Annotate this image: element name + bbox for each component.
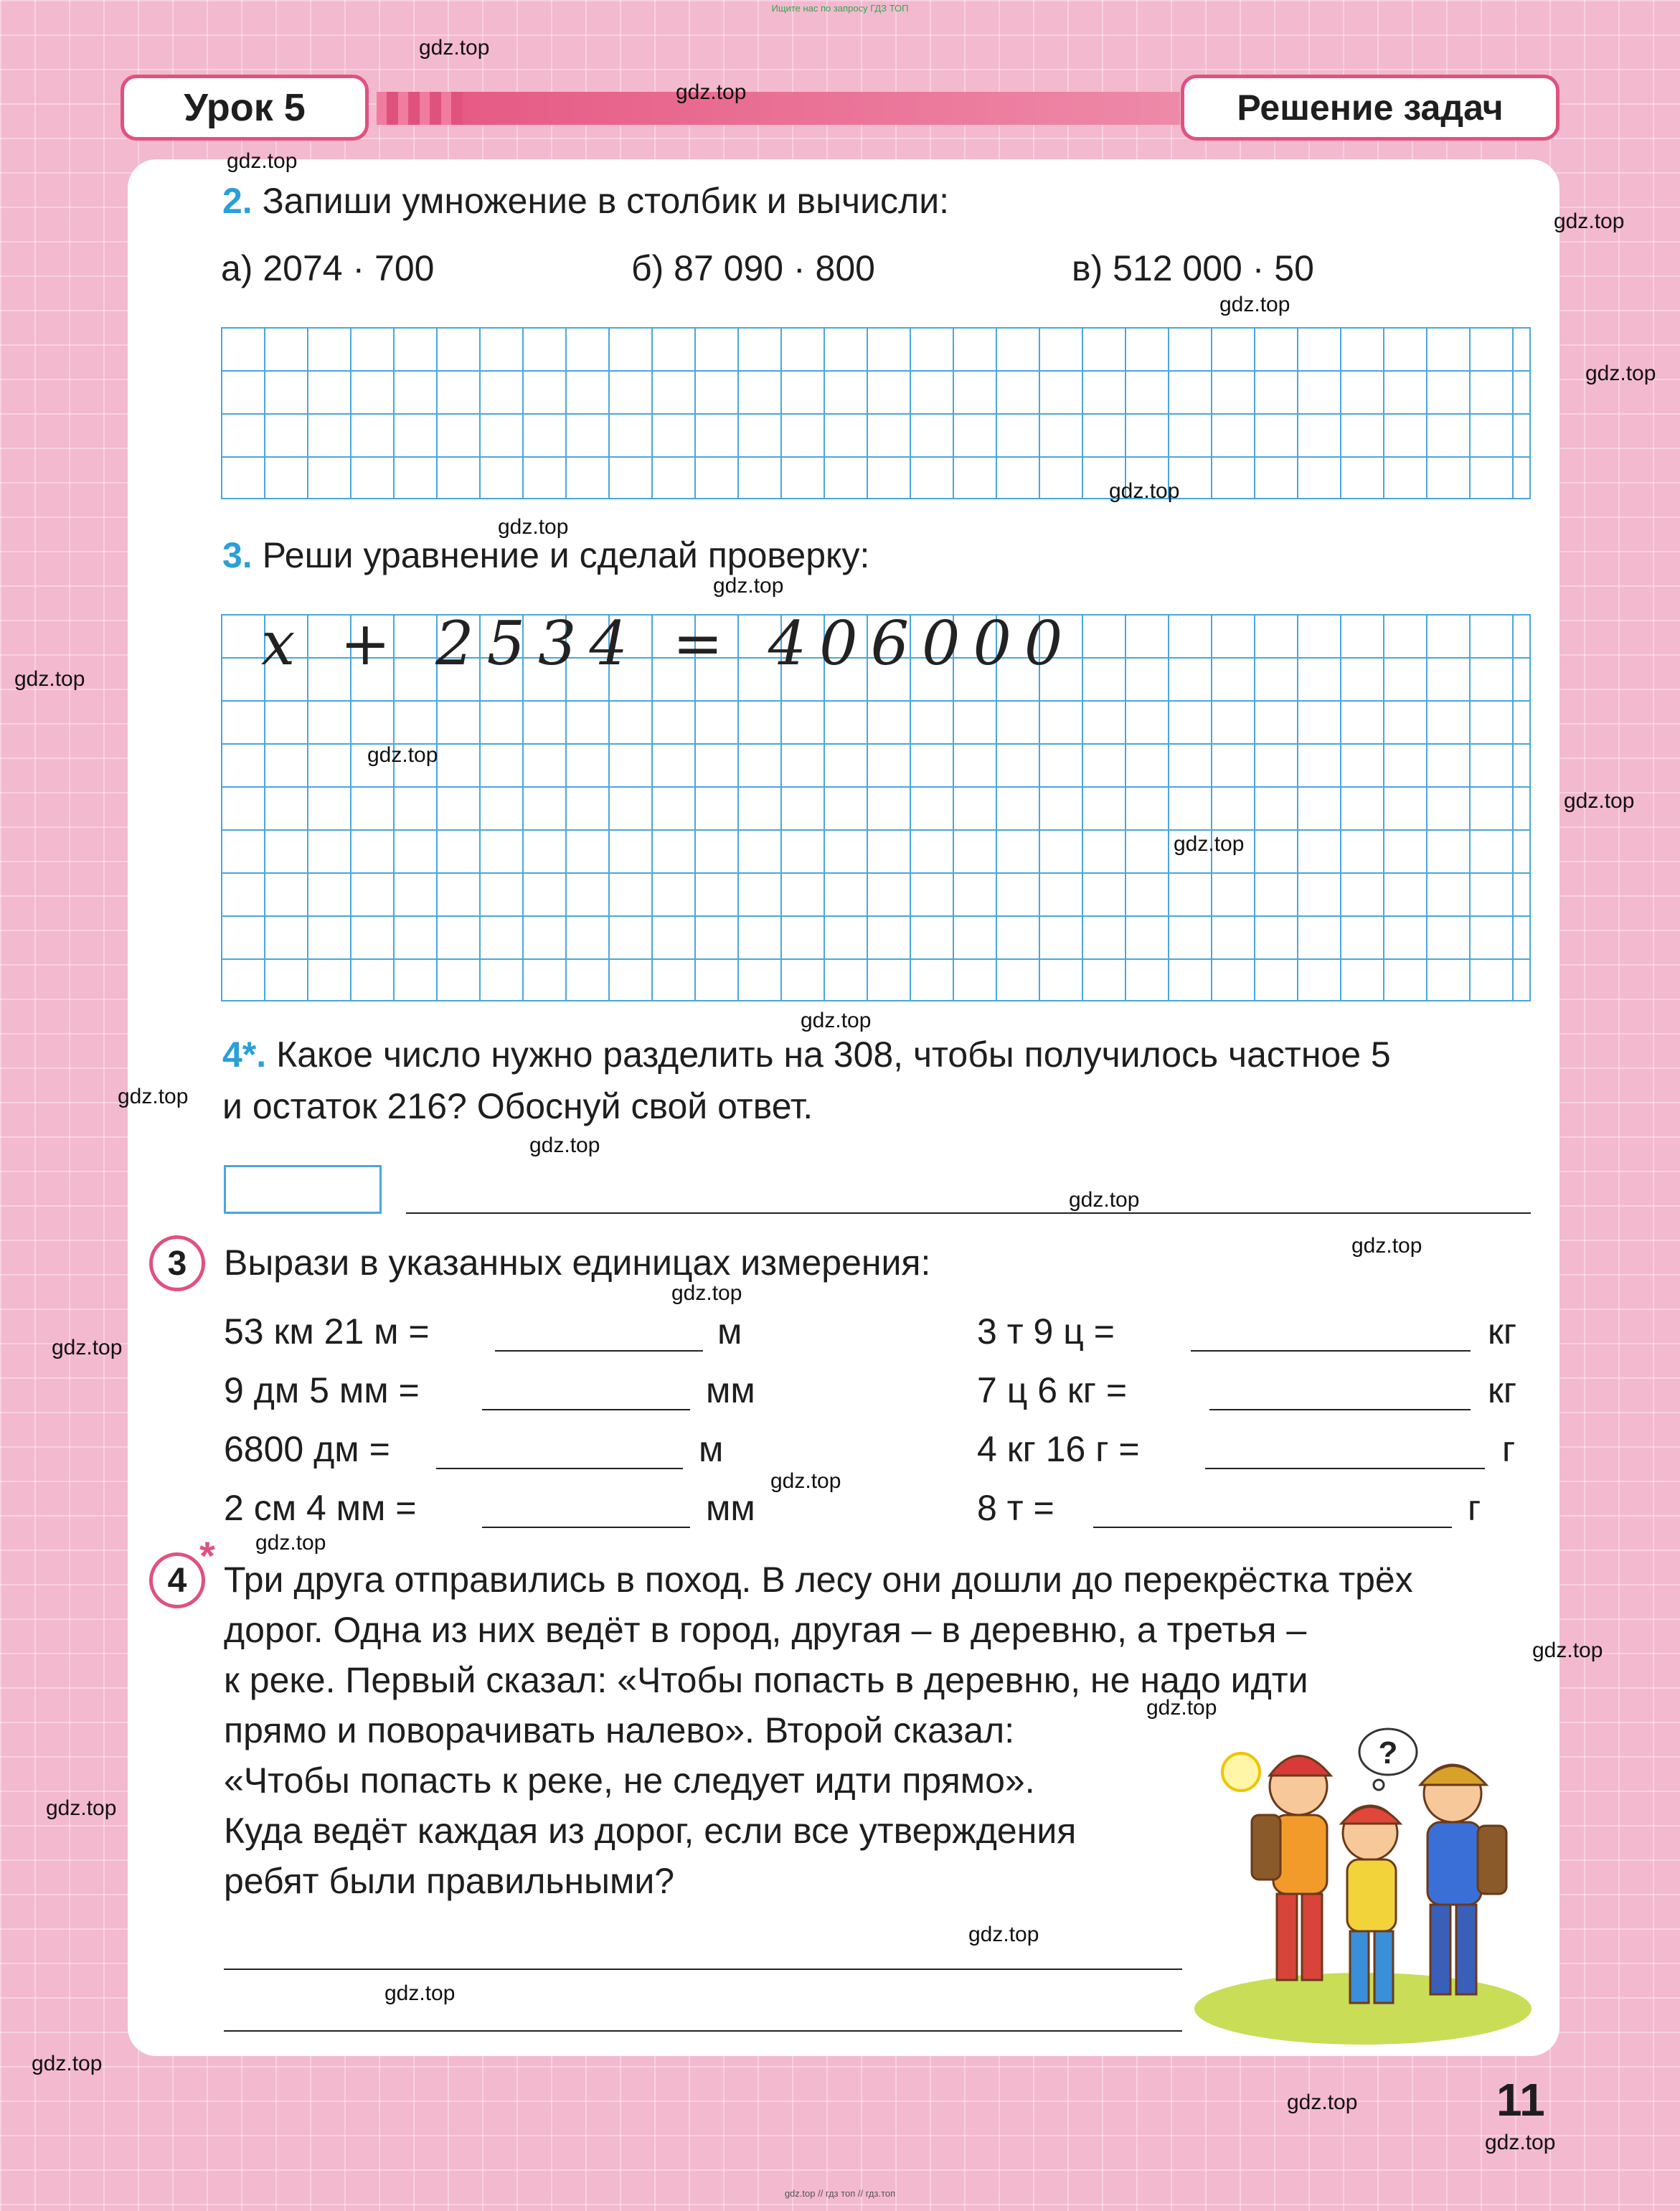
task2-heading bbox=[222, 179, 949, 222]
ex4-line-6: Куда ведёт каждая из дорог, если все утверждения bbox=[224, 1811, 1077, 1851]
topic-label: Решение задач bbox=[1181, 75, 1559, 141]
ex3-right-expr-1: 3 т 9 ц = bbox=[977, 1311, 1115, 1352]
watermark: gdz.top bbox=[1174, 832, 1245, 856]
watermark: gdz.top bbox=[52, 1336, 123, 1359]
ex3-left-unit-2: мм bbox=[706, 1370, 755, 1410]
ex3-left-blank-1[interactable] bbox=[495, 1349, 703, 1352]
watermark: gdz.top bbox=[1287, 2090, 1358, 2114]
ex4-line-3: к реке. Первый сказал: «Чтобы попасть в деревню, не надо идти bbox=[224, 1660, 1308, 1700]
page-number: 11 bbox=[1496, 2074, 1545, 2126]
top-note: Ищите нас по запросу ГДЗ ТОП bbox=[771, 3, 909, 14]
task4-line1 bbox=[222, 1033, 1391, 1076]
ex4-answer-line-1[interactable] bbox=[224, 1967, 1182, 1970]
task3-heading bbox=[222, 534, 869, 577]
task2-item-c: в) 512 000 · 50 bbox=[1072, 248, 1314, 288]
ex4-line-2: дорог. Одна из них ведёт в город, другая – в деревню, а третья – bbox=[224, 1610, 1307, 1650]
ex3-left-expr-3: 6800 дм = bbox=[224, 1429, 390, 1469]
ex3-right-unit-1: кг bbox=[1488, 1311, 1517, 1352]
hiker-left bbox=[1252, 1756, 1331, 1981]
task4-number: 4*. bbox=[222, 1034, 267, 1075]
ex3-right-blank-2[interactable] bbox=[1209, 1408, 1471, 1410]
watermark: gdz.top bbox=[671, 1281, 742, 1305]
ex4-answer-line-2[interactable] bbox=[224, 2029, 1182, 2032]
watermark: gdz.top bbox=[498, 515, 569, 539]
hikers-illustration bbox=[1191, 1707, 1535, 2045]
header-stripe bbox=[377, 92, 1180, 125]
watermark: gdz.top bbox=[118, 1085, 189, 1108]
task4-answer-line[interactable] bbox=[406, 1211, 1531, 1214]
task2-title: Запиши умножение в столбик и вычисли: bbox=[262, 181, 950, 221]
watermark: gdz.top bbox=[14, 667, 85, 691]
task2-item-b: б) 87 090 · 800 bbox=[631, 248, 875, 288]
ex4-line-7: ребят были правильными? bbox=[224, 1861, 675, 1901]
task3-number: 3. bbox=[222, 535, 253, 575]
watermark: gdz.top bbox=[384, 1981, 456, 2005]
sun-icon bbox=[1222, 1753, 1260, 1791]
watermark: gdz.top bbox=[46, 1796, 117, 1820]
watermark: gdz.top bbox=[367, 743, 438, 767]
task4-answer-box[interactable] bbox=[224, 1165, 382, 1214]
ex3-title: Вырази в указанных единицах измерения: bbox=[224, 1243, 931, 1283]
ex3-right-expr-3: 4 кг 16 г = bbox=[977, 1429, 1140, 1469]
watermark: gdz.top bbox=[1109, 479, 1180, 503]
ex3-right-expr-2: 7 ц 6 кг = bbox=[977, 1370, 1128, 1410]
watermark: gdz.top bbox=[676, 80, 747, 104]
ex3-circle-number: 3 bbox=[149, 1235, 205, 1291]
watermark: gdz.top bbox=[1219, 293, 1290, 316]
watermark: gdz.top bbox=[1532, 1639, 1603, 1662]
watermark: gdz.top bbox=[770, 1469, 841, 1493]
ex3-right-unit-3: г bbox=[1502, 1429, 1516, 1469]
lesson-label: Урок 5 bbox=[121, 75, 369, 141]
ex4-star: * bbox=[199, 1533, 215, 1578]
watermark: gdz.top bbox=[1146, 1696, 1217, 1720]
ex4-line-4: прямо и поворачивать налево». Второй сказал: bbox=[224, 1710, 1015, 1750]
watermark: gdz.top bbox=[227, 149, 298, 173]
watermark: gdz.top bbox=[529, 1133, 600, 1157]
watermark: gdz.top bbox=[1554, 209, 1625, 233]
bubble-question: ? bbox=[1378, 1735, 1398, 1771]
watermark: gdz.top bbox=[968, 1923, 1039, 1946]
ex3-left-blank-3[interactable] bbox=[436, 1466, 683, 1469]
ex3-left-expr-4: 2 см 4 мм = bbox=[224, 1488, 417, 1528]
watermark: gdz.top bbox=[255, 1531, 326, 1555]
task3-title: Реши уравнение и сделай проверку: bbox=[262, 535, 870, 575]
ex3-right-unit-2: кг bbox=[1488, 1370, 1517, 1410]
watermark: gdz.top bbox=[713, 574, 784, 598]
task2-item-a: а) 2074 · 700 bbox=[221, 248, 435, 288]
ex3-right-unit-4: г bbox=[1468, 1488, 1481, 1528]
watermark: gdz.top bbox=[1585, 362, 1656, 385]
watermark: gdz.top bbox=[1485, 2131, 1556, 2154]
ex3-left-expr-1: 53 км 21 м = bbox=[224, 1311, 430, 1352]
ex3-left-expr-2: 9 дм 5 мм = bbox=[224, 1370, 420, 1410]
task4-text-1: Какое число нужно разделить на 308, чтобы получилось частное 5 bbox=[276, 1034, 1391, 1075]
watermark: gdz.top bbox=[1564, 789, 1635, 813]
bottom-note: gdz.top // гдз топ // гдз.топ bbox=[784, 2188, 896, 2199]
ex3-right-blank-3[interactable] bbox=[1205, 1466, 1485, 1469]
ex3-left-blank-2[interactable] bbox=[482, 1408, 690, 1410]
watermark: gdz.top bbox=[32, 2052, 103, 2075]
ex3-right-expr-4: 8 т = bbox=[977, 1488, 1054, 1528]
watermark: gdz.top bbox=[1069, 1188, 1140, 1212]
task2-number: 2. bbox=[222, 181, 253, 221]
task4-text-2: и остаток 216? Обоснуй свой ответ. bbox=[222, 1086, 813, 1126]
ex3-left-unit-1: м bbox=[717, 1311, 742, 1352]
watermark: gdz.top bbox=[1351, 1234, 1422, 1258]
ex4-line-1: Три друга отправились в поход. В лесу они дошли до перекрёстка трёх bbox=[224, 1560, 1413, 1600]
ex3-left-unit-3: м bbox=[699, 1429, 724, 1469]
hiker-right bbox=[1420, 1765, 1506, 1994]
task3-equation: x + 2534 = 406000 bbox=[261, 608, 1076, 679]
ex3-left-unit-4: мм bbox=[706, 1488, 755, 1528]
ex3-left-blank-4[interactable] bbox=[482, 1525, 690, 1528]
ex3-right-blank-4[interactable] bbox=[1093, 1525, 1452, 1528]
watermark: gdz.top bbox=[419, 36, 490, 60]
ex4-circle-number: 4 bbox=[149, 1552, 205, 1608]
watermark: gdz.top bbox=[801, 1009, 872, 1032]
ex3-right-blank-1[interactable] bbox=[1191, 1349, 1471, 1352]
task2-answer-grid[interactable] bbox=[221, 327, 1531, 499]
ex4-line-5: «Чтобы попасть к реке, не следует идти прямо». bbox=[224, 1760, 1035, 1801]
